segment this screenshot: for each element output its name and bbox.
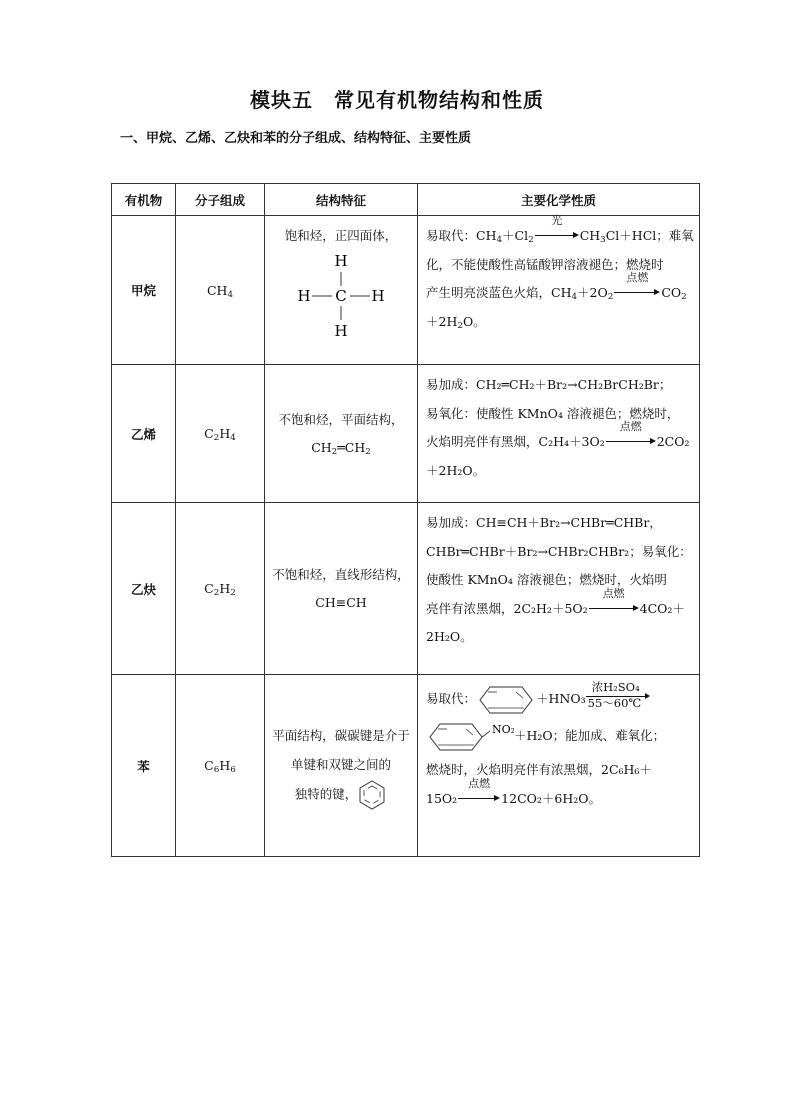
chemical-properties: 易取代：$CH_4+Cl_2$ 光 $CH_3Cl+HCl$；难氧 化，不能使酸性高锰酸钾溶液褪色；燃烧时 产生明亮淡蓝色火焰，$CH_4+2O_2$ 点燃 $CO_2$ $+2H_2O$。 (418, 216, 700, 365)
header-compound: 有机物 (112, 184, 176, 216)
table-row-methane (112, 216, 700, 365)
table-row-benzene (112, 675, 700, 857)
table-header-row (112, 184, 700, 216)
table-row-ethylene (112, 365, 700, 503)
header-properties: 主要化学性质 (418, 184, 700, 216)
compound-name: 甲烷 (112, 216, 176, 365)
methane-structure-diagram (296, 250, 386, 342)
header-composition: 分子组成 (176, 184, 265, 216)
atom-h-right: H (371, 287, 385, 305)
table-row-acetylene (112, 503, 700, 675)
header-structure: 结构特征 (265, 184, 418, 216)
structure-text: 平面结构，碳碳键是介于单键和双键之间的 (272, 727, 410, 772)
benzene-ring-icon (357, 779, 387, 811)
structure-formula: $CH_2═CH_2$ (311, 439, 371, 457)
atom-h-top: H (334, 252, 348, 270)
organic-compounds-table (111, 183, 700, 857)
structure-text: 不饱和烃，平面结构， (278, 411, 404, 427)
nitrobenzene-icon (426, 720, 514, 754)
molecular-formula: $C_6H_6$ (176, 675, 265, 857)
atom-h-bottom: H (334, 322, 348, 340)
reaction-arrow: 点燃 (589, 600, 639, 614)
section-heading: 一、甲烷、乙烯、乙炔和苯的分子组成、结构特征、主要性质 (120, 131, 472, 146)
page-title: 模块五 常见有机物结构和性质 (250, 88, 544, 112)
chemical-properties: 易取代： ＋HNO₃ 浓H₂SO₄ 55～60℃ NO₂ ＋H₂O；能加成、难氧化； 燃烧时，火焰明亮伴有浓黑烟，2C₆H₆＋ 15O₂ 点燃 12CO₂＋6H₂O。 (418, 675, 700, 857)
reaction-condition-arrow: 浓H₂SO₄ 55～60℃ (586, 683, 648, 711)
reaction-arrow: 点燃 (614, 284, 660, 298)
molecular-formula: $C_2H_4$ (176, 365, 265, 503)
structure-text: 饱和烃，正四面体， (284, 228, 398, 243)
compound-name: 乙炔 (112, 503, 176, 675)
molecular-formula: $CH_4$ (176, 216, 265, 365)
reaction-arrow: 点燃 (458, 790, 500, 804)
molecular-formula: $C_2H_2$ (176, 503, 265, 675)
reaction-arrow: 点燃 (606, 433, 656, 447)
chemical-properties: 易加成：CH≡CH＋Br₂→CHBr═CHBr， CHBr═CHBr＋Br₂→CHBr₂CHBr₂；易氧化： 使酸性 KMnO₄ 溶液褪色；燃烧时，火焰明 亮伴有浓黑烟，2C₂H₂＋5O₂ 点燃 4CO₂＋ 2H₂O。 (418, 503, 700, 675)
chemical-properties: 易加成：CH₂═CH₂＋Br₂→CH₂BrCH₂Br； 易氧化：使酸性 KMnO₄ 溶液褪色；燃烧时， 火焰明亮伴有黑烟，C₂H₄＋3O₂ 点燃 2CO₂ ＋2H₂O。 (418, 365, 700, 503)
compound-name: 乙烯 (112, 365, 176, 503)
benzene-ring-icon (476, 684, 536, 716)
structure-text-2: 独特的键， (294, 786, 358, 801)
atom-h-left: H (297, 287, 311, 305)
compound-name: 苯 (112, 675, 176, 857)
atom-c: C (335, 287, 347, 305)
reaction-arrow: 光 (535, 227, 579, 241)
structure-text: 不饱和烃，直线形结构，CH≡CH (265, 503, 418, 675)
nitro-group-label: NO₂ (492, 722, 514, 736)
